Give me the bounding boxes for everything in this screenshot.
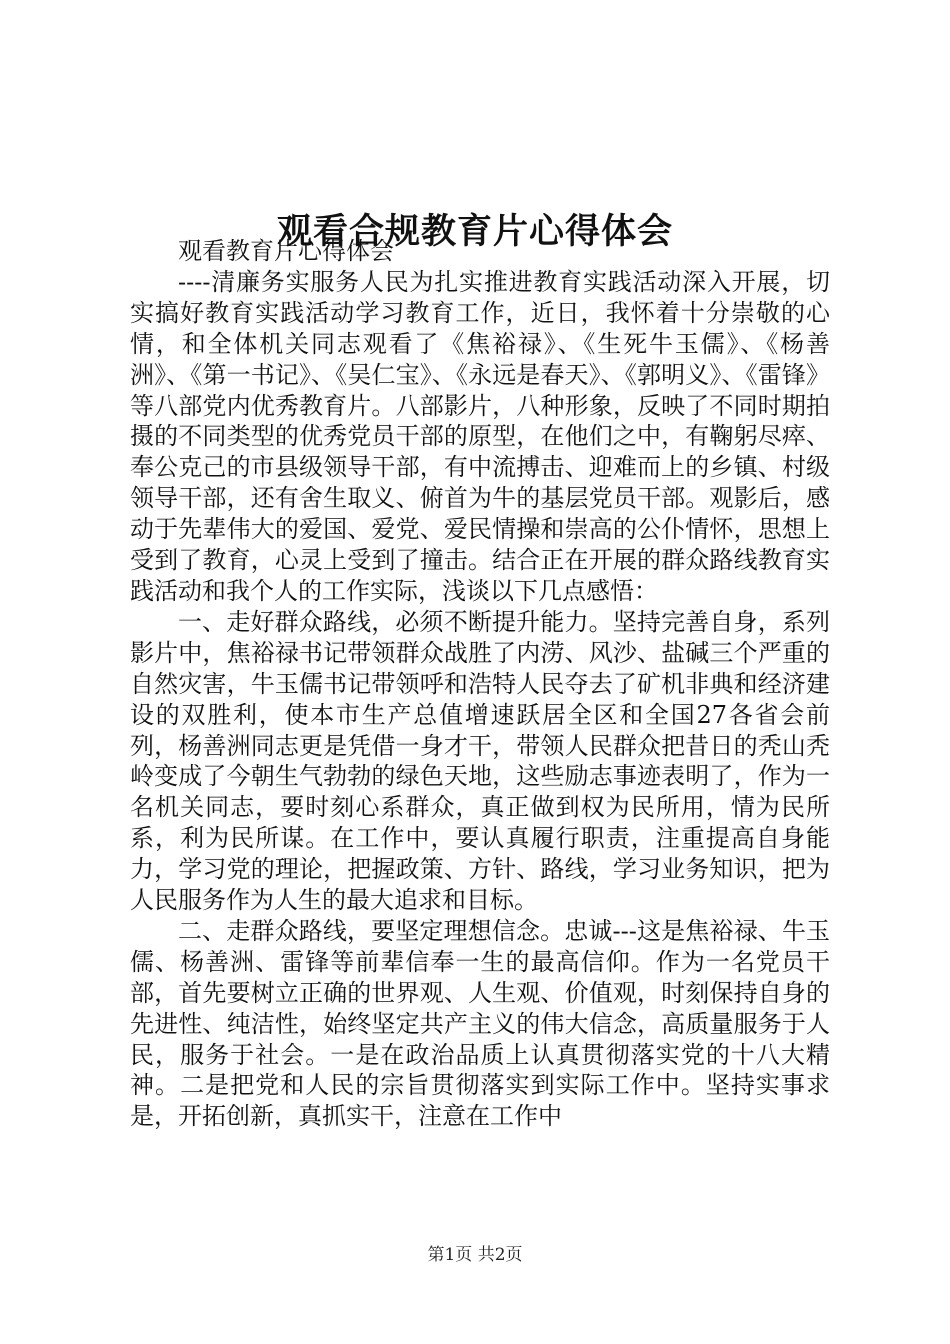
- document-body: [130, 236, 830, 1132]
- document-title: 观看合规教育片心得体会: [276, 211, 673, 253]
- point-two-paragraph: 二、走群众路线，要坚定理想信念。忠诚---这是焦裕禄、牛玉儒、杨善洲、雷锋等前辈信奉一生的最高信仰。作为一名党员干部，首先要树立正确的世界观、人生观、价值观，时刻保持自身的先进性、纯洁性，始终坚定共产主义的伟大信念，高质量服务于人民，服务于社会。一是在政治品质上认真贯彻落实党的十八大精神。二是把党和人民的宗旨贯彻落实到实际工作中。坚持实事求是，开拓创新，真抓实干，注意在工作中: [130, 916, 830, 1131]
- intro-paragraph: ----清廉务实服务人民为扎实推进教育实践活动深入开展，切实搞好教育实践活动学习教育工作，近日，我怀着十分崇敬的心情，和全体机关同志观看了《焦裕禄》、《生死牛玉儒》、《杨善洲》、《第一书记》、《吴仁宝》、《永远是春天》、《郭明义》、《雷锋》等八部党内优秀教育片。八部影片，八种形象，反映了不同时期拍摄的不同类型的优秀党员干部的原型，在他们之中，有鞠躬尽瘁、奉公克己的市县级领导干部，有中流搏击、迎难而上的乡镇、村级领导干部，还有舍生取义、俯首为牛的基层党员干部。观影后，感动于先辈伟大的爱国、爱党、爱民情操和崇高的公仆情怀，思想上受到了教育，心灵上受到了撞击。结合正在开展的群众路线教育实践活动和我个人的工作实际，浅谈以下几点感悟：: [130, 267, 830, 605]
- subtitle-paragraph: 观看教育片心得体会: [178, 237, 394, 265]
- page-number-footer: 第1页 共2页: [427, 1245, 523, 1265]
- point-one-paragraph: 一、走好群众路线，必须不断提升能力。坚持完善自身，系列影片中，焦裕禄书记带领群众战胜了内涝、风沙、盐碱三个严重的自然灾害，牛玉儒书记带领呼和浩特人民夺去了矿机非典和经济建设的双胜利，使本市生产总值增速跃居全区和全国27各省会前列，杨善洲同志更是凭借一身才干，带领人民群众把昔日的秃山秃岭变成了今朝生气勃勃的绿色天地，这些励志事迹表明了，作为一名机关同志，要时刻心系群众，真正做到权为民所用，情为民所系，利为民所谋。在工作中，要认真履行职责，注重提高自身能力，学习党的理论，把握政策、方针、路线，学习业务知识，把为人民服务作为人生的最大追求和目标。: [130, 607, 830, 915]
